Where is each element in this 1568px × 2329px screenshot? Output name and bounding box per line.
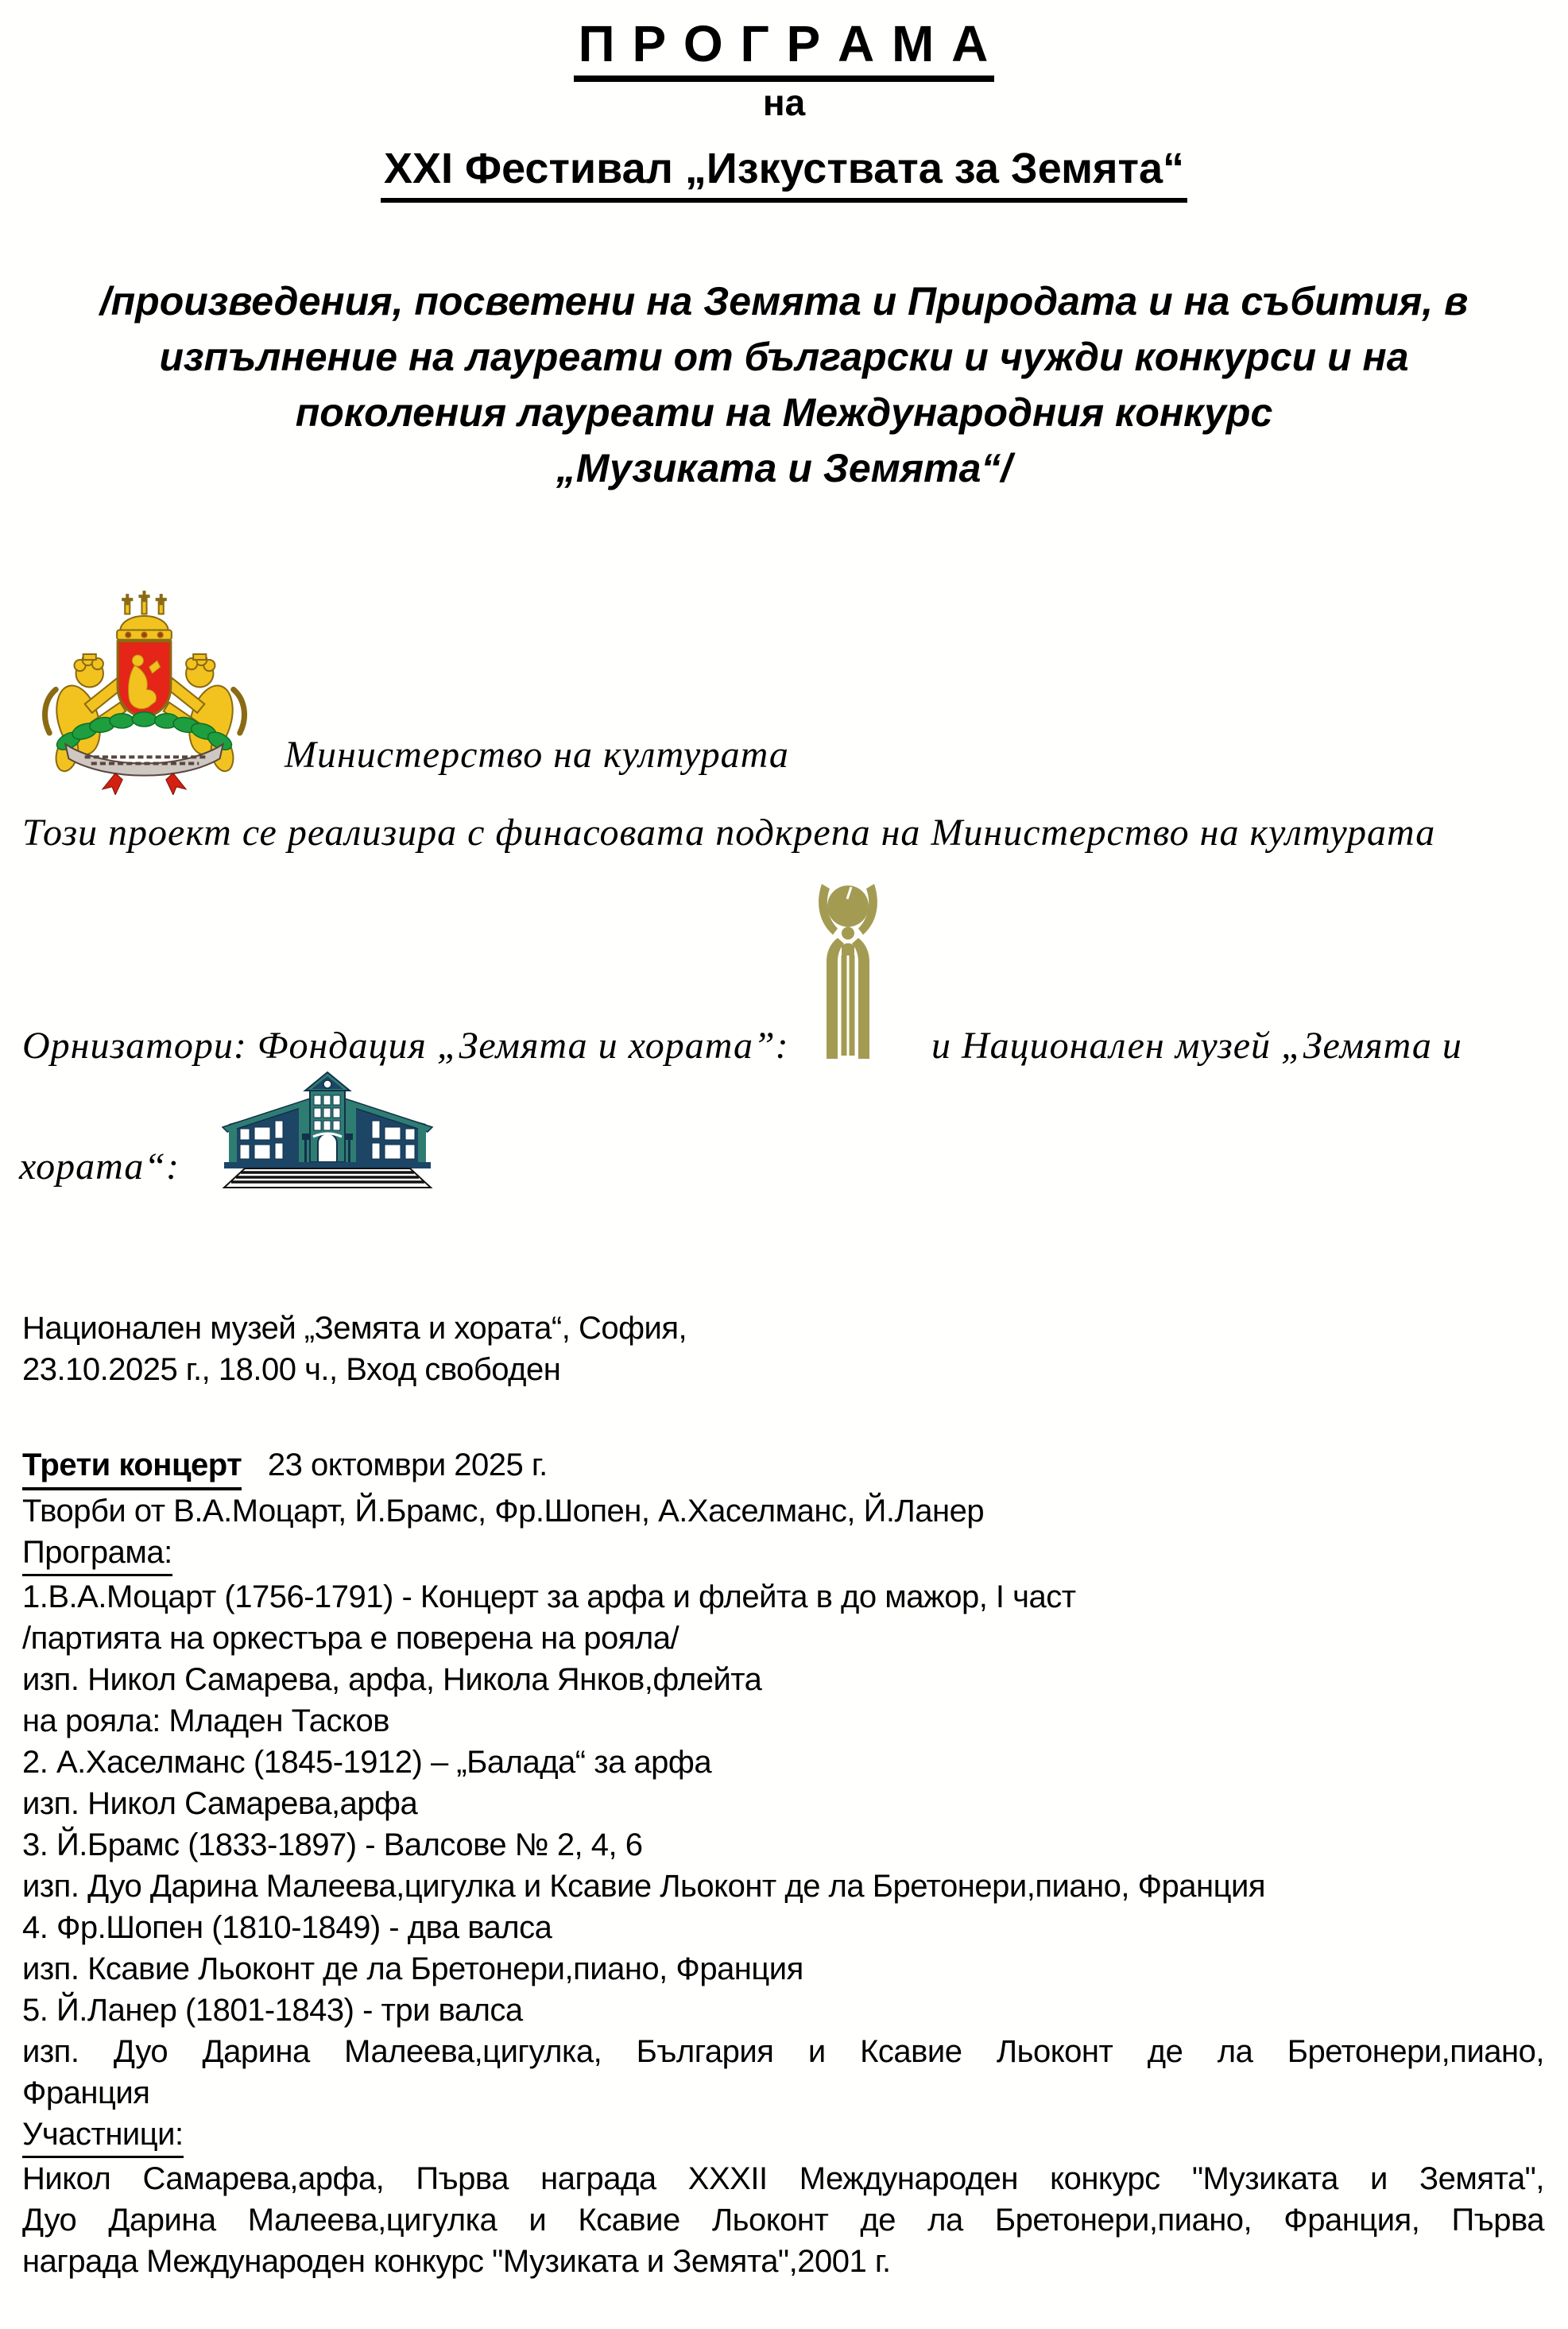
intro-line-2: изпълнение на лауреати от български и чужди конкурси и на (159, 335, 1409, 379)
museum-building-icon (216, 1068, 439, 1189)
organizers-wrap-line: хората“: (19, 1145, 180, 1188)
intro-line-1: /произведения, посветени на Земята и Природата и на събития, в (99, 279, 1469, 324)
concert-heading-row (22, 1444, 1544, 1490)
program-line: изп. Никол Самарева, арфа, Никола Янков,флейта (22, 1662, 762, 1697)
header-festival-row (0, 146, 1568, 203)
organizers-line: Орнизатори: Фондация „Земята и хората”: (22, 1025, 789, 1067)
intro-line-4: „Музиката и Земята“/ (556, 446, 1012, 490)
program-line: 1.В.А.Моцарт (1756-1791) - Концерт за арфа и флейта в до мажор, I част (22, 1579, 1076, 1614)
works-line: Творби от В.А.Моцарт, Й.Брамс, Фр.Шопен, А.Хаселманс, Й.Ланер (22, 1494, 985, 1529)
header-na: на (762, 82, 806, 123)
shield (118, 641, 171, 719)
funding-support-line: Този проект се реализира с финасовата подкрепа на Министерство на културата (22, 812, 1436, 854)
program-line: 5. Й.Ланер (1801-1843) - три валса (22, 1993, 523, 2028)
participants-line: награда Международен конкурс "Музиката и Земята",2001 г. (22, 2244, 891, 2279)
intro-line-3: поколения лауреати на Международния конкурс (295, 390, 1273, 435)
crown (117, 591, 172, 640)
festival-title: XXI Фестивал „Изкуствата за Земята“ (381, 146, 1187, 203)
participants-heading-row (22, 2114, 1544, 2158)
venue-datetime-line: 23.10.2025 г., 18.00 ч., Вход свободен (22, 1352, 561, 1387)
program-line: на рояла: Младен Тасков (22, 1703, 389, 1738)
program-line: изп. Никол Самарева,арфа (22, 1786, 418, 1821)
intro-paragraph (0, 273, 1568, 496)
participants-line: Никол Самарева,арфа, Първа награда XXXII Международен конкурс "Музиката и Земята", (22, 2161, 1544, 2196)
program-line: Франция (22, 2075, 150, 2110)
program-heading-row (22, 1532, 1544, 1576)
program-line: изп. Ксавие Льоконт де ла Бретонери,пиано, Франция (22, 1951, 803, 1986)
program-line: /партията на оркестъра е поверена на рояла/ (22, 1621, 679, 1656)
foundation-logo-icon (814, 882, 882, 1062)
main-text-block (22, 1308, 1544, 2282)
program-line: 3. Й.Брамс (1833-1897) - Валсове № 2, 4, 6 (22, 1827, 643, 1862)
bulgarian-coat-of-arms-icon (38, 590, 251, 795)
ministry-label: Министерство на културата (285, 734, 789, 776)
program-line: изп. Дуо Дарина Малеева,цигулка, България и Ксавие Льоконт де ла Бретонери,пиано, (22, 2034, 1544, 2069)
participants-line: Дуо Дарина Малеева,цигулка и Ксавие Льоконт де ла Бретонери,пиано, Франция, Първа (22, 2203, 1544, 2238)
organizers-line-continued: и Национален музей „Земята и (931, 1025, 1462, 1067)
program-heading: Програма: (22, 1532, 172, 1576)
venue-name-line: Национален музей „Земята и хората“, София, (22, 1311, 687, 1346)
program-line: 2. А.Хаселманс (1845-1912) – „Балада“ за арфа (22, 1745, 712, 1780)
program-line: изп. Дуо Дарина Малеева,цигулка и Ксавие Льоконт де ла Бретонери,пиано, Франция (22, 1869, 1266, 1904)
page-title: П Р О Г Р А М А (574, 17, 995, 82)
program-line: 4. Фр.Шопен (1810-1849) - два валса (22, 1910, 552, 1945)
header-title-row (0, 17, 1568, 82)
concert-date: 23 октомври 2025 г. (267, 1447, 548, 1482)
concert-heading: Трети концерт (22, 1444, 242, 1490)
participants-heading: Участници: (22, 2114, 184, 2158)
